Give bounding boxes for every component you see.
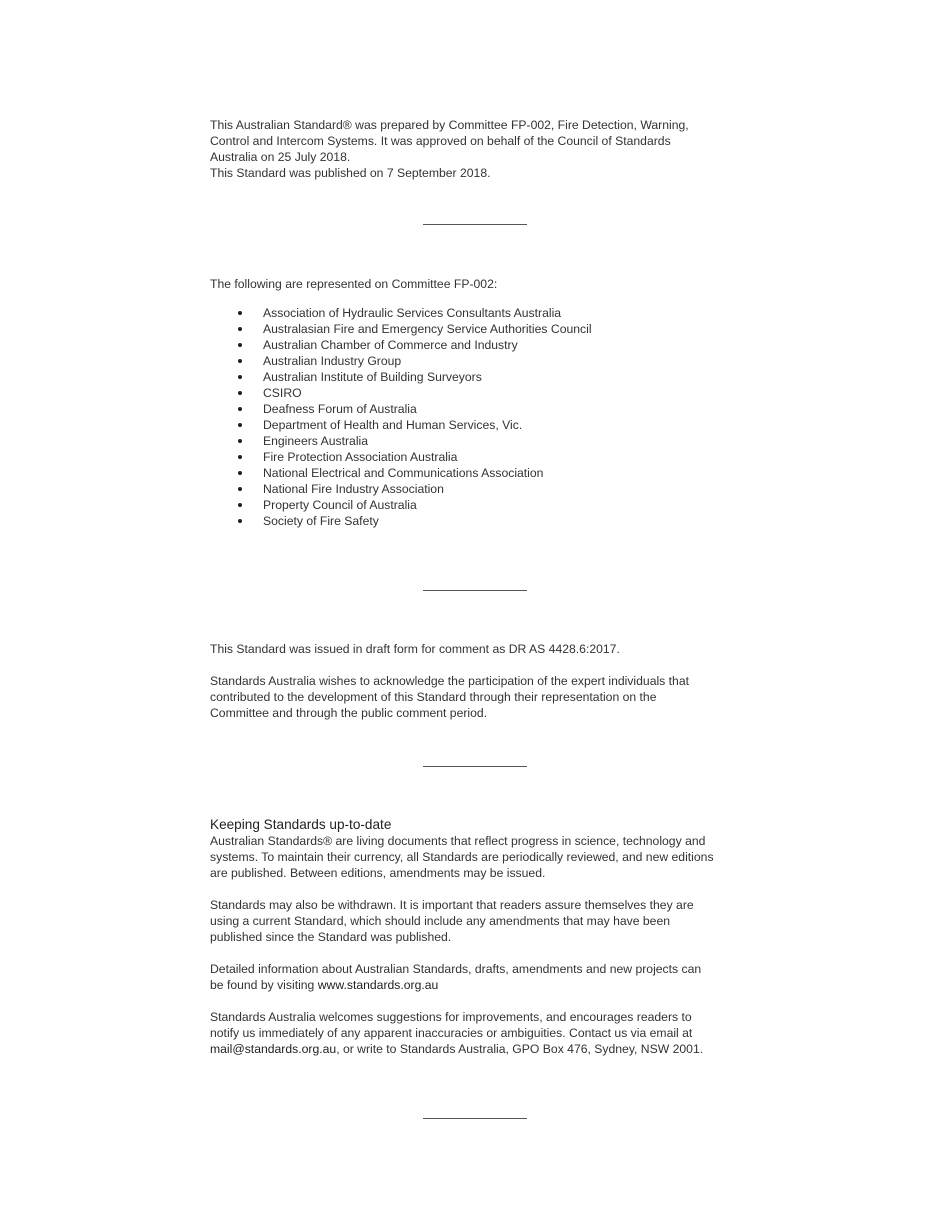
- section-divider: [423, 1118, 527, 1119]
- member-name: Australian Industry Group: [263, 354, 402, 368]
- list-item: [210, 401, 592, 417]
- paragraph-text: be found by visiting: [210, 978, 318, 992]
- bullet-icon: [238, 487, 242, 491]
- section-divider: [423, 590, 527, 591]
- member-name: Engineers Australia: [263, 434, 369, 448]
- draft-section: [210, 641, 750, 721]
- list-item: [210, 353, 592, 369]
- member-name: Property Council of Australia: [263, 498, 417, 512]
- bullet-icon: [238, 423, 242, 427]
- preparation-line: This Australian Standard® was prepared by Committee FP-002, Fire Detection, Warning,: [210, 118, 689, 132]
- list-item: [210, 305, 592, 321]
- bullet-icon: [238, 407, 242, 411]
- paragraph-line: Detailed information about Australian Standards, drafts, amendments and new projects can: [210, 962, 702, 976]
- acknowledgement-line: Standards Australia wishes to acknowledge the participation of the expert individuals that: [210, 674, 689, 688]
- member-name: Australian Chamber of Commerce and Industry: [263, 338, 518, 352]
- member-name: Society of Fire Safety: [263, 514, 379, 528]
- keeping-standards-section: [210, 817, 770, 1057]
- list-item: [210, 321, 592, 337]
- bullet-icon: [238, 375, 242, 379]
- list-item: [210, 337, 592, 353]
- member-name: National Fire Industry Association: [263, 482, 444, 496]
- paragraph-line: systems. To maintain their currency, all Standards are periodically reviewed, and new editions: [210, 850, 714, 864]
- bullet-icon: [238, 343, 242, 347]
- paragraph-line: using a current Standard, which should include any amendments that may have been: [210, 914, 671, 928]
- paragraph-line: published since the Standard was published.: [210, 930, 452, 944]
- member-name: National Electrical and Communications Association: [263, 466, 544, 480]
- member-name: CSIRO: [263, 386, 302, 400]
- member-name: Association of Hydraulic Services Consultants Australia: [263, 306, 562, 320]
- preparation-line: Control and Intercom Systems. It was approved on behalf of the Council of Standards: [210, 134, 671, 148]
- acknowledgement-line: contributed to the development of this Standard through their representation on the: [210, 690, 657, 704]
- bullet-icon: [238, 503, 242, 507]
- website-link[interactable]: www.standards.org.au: [317, 978, 439, 992]
- bullet-icon: [238, 359, 242, 363]
- bullet-icon: [238, 471, 242, 475]
- member-name: Fire Protection Association Australia: [263, 450, 458, 464]
- committee-intro-text: The following are represented on Committee FP-002:: [210, 277, 498, 291]
- preparation-line: Australia on 25 July 2018.: [210, 150, 351, 164]
- paragraph-line: [210, 1041, 770, 1057]
- committee-member-list: [210, 305, 592, 529]
- preparation-paragraph: [210, 117, 750, 181]
- section-heading: Keeping Standards up-to-date: [210, 817, 392, 832]
- paragraph-line: Standards may also be withdrawn. It is important that readers assure themselves they are: [210, 898, 694, 912]
- member-name: Department of Health and Human Services, Vic.: [263, 418, 523, 432]
- member-name: Australian Institute of Building Surveyors: [263, 370, 482, 384]
- member-name: Australasian Fire and Emergency Service Authorities Council: [263, 322, 592, 336]
- committee-intro: [210, 276, 750, 292]
- bullet-icon: [238, 327, 242, 331]
- list-item: [210, 481, 592, 497]
- bullet-icon: [238, 455, 242, 459]
- list-item: [210, 449, 592, 465]
- list-item: [210, 465, 592, 481]
- list-item: [210, 369, 592, 385]
- paragraph-line: [210, 977, 770, 993]
- email-link[interactable]: mail@standards.org.au: [210, 1042, 337, 1056]
- paragraph-line: Standards Australia welcomes suggestions for improvements, and encourages readers to: [210, 1010, 692, 1024]
- list-item: [210, 417, 592, 433]
- bullet-icon: [238, 391, 242, 395]
- bullet-icon: [238, 439, 242, 443]
- bullet-icon: [238, 311, 242, 315]
- publication-date-line: This Standard was published on 7 September 2018.: [210, 166, 491, 180]
- paragraph-line: are published. Between editions, amendments may be issued.: [210, 866, 546, 880]
- list-item: [210, 433, 592, 449]
- list-item: [210, 385, 592, 401]
- list-item: [210, 497, 592, 513]
- paragraph-text: , or write to Standards Australia, GPO Box 476, Sydney, NSW 2001.: [336, 1042, 704, 1056]
- list-item: [210, 513, 592, 529]
- section-divider: [423, 224, 527, 225]
- paragraph-line: notify us immediately of any apparent inaccuracies or ambiguities. Contact us via email at: [210, 1026, 693, 1040]
- acknowledgement-line: Committee and through the public comment period.: [210, 706, 488, 720]
- paragraph-line: Australian Standards® are living documents that reflect progress in science, technology and: [210, 834, 706, 848]
- draft-issued-text: This Standard was issued in draft form for comment as DR AS 4428.6:2017.: [210, 642, 620, 656]
- section-divider: [423, 766, 527, 767]
- bullet-icon: [238, 519, 242, 523]
- member-name: Deafness Forum of Australia: [263, 402, 417, 416]
